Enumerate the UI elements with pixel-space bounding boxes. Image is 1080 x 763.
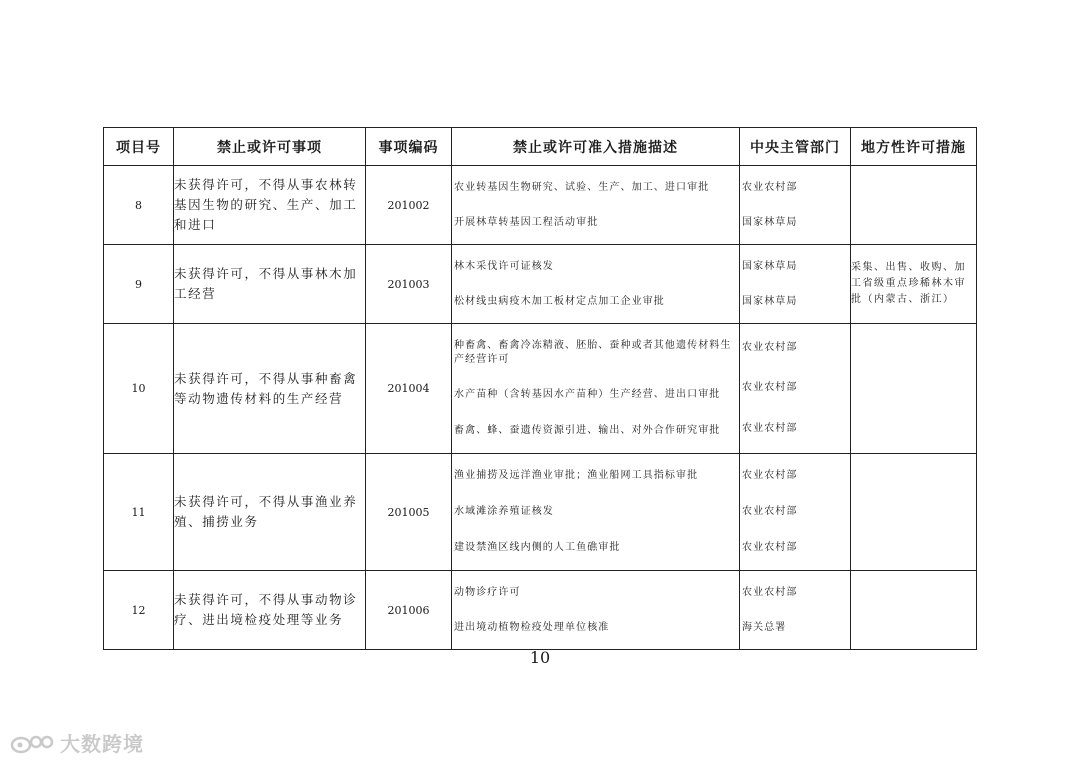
department-name: 农业农村部	[742, 506, 798, 517]
department-name: 国家林草局	[742, 295, 798, 307]
item-number-cell: 10	[104, 324, 174, 454]
measure-description-cell	[452, 324, 740, 454]
measure-description: 水产苗种（含转基因水产苗种）生产经营、进出口审批	[454, 389, 721, 401]
measure-description: 畜禽、蜂、蚕遗传资源引进、输出、对外合作研究审批	[454, 425, 721, 437]
matter-cell: 未获得许可，不得从事农林转基因生物的研究、生产、加工和进口	[174, 166, 366, 245]
table-row	[104, 454, 977, 571]
matter-cell: 未获得许可，不得从事动物诊疗、进出境检疫处理等业务	[174, 571, 366, 650]
code-cell: 201003	[366, 245, 452, 324]
central-department-cell	[740, 454, 851, 571]
header-item-number: 项目号	[104, 128, 174, 166]
local-measure-cell: 采集、出售、收购、加工省级重点珍稀林木审批（内蒙古、浙江）	[851, 245, 977, 324]
watermark	[10, 728, 144, 757]
measure-description: 松材线虫病疫木加工板材定点加工企业审批	[454, 295, 665, 307]
header-central-department: 中央主管部门	[740, 128, 851, 166]
item-number-cell: 9	[104, 245, 174, 324]
measure-description: 渔业捕捞及远洋渔业审批；渔业船网工具指标审批	[454, 470, 699, 481]
table-row	[104, 166, 977, 245]
code-cell: 201004	[366, 324, 452, 454]
department-name: 国家林草局	[742, 216, 798, 228]
measure-description-cell	[452, 166, 740, 245]
weibo-logo-icon	[10, 731, 54, 755]
measure-description: 种畜禽、畜禽冷冻精液、胚胎、蚕种或者其他遗传材料生产经营许可	[454, 339, 732, 365]
page-number: 10	[529, 648, 551, 667]
measure-description-cell	[452, 454, 740, 571]
local-measure-cell	[851, 166, 977, 245]
department-name: 农业农村部	[742, 470, 798, 481]
permit-table	[103, 127, 977, 650]
item-number-cell: 8	[104, 166, 174, 245]
header-code: 事项编码	[366, 128, 452, 166]
central-department-cell	[740, 166, 851, 245]
measure-description-cell	[452, 571, 740, 650]
code-cell: 201005	[366, 454, 452, 571]
local-measure-cell	[851, 454, 977, 571]
watermark-text: 大数跨境	[60, 732, 144, 756]
table-row	[104, 324, 977, 454]
matter-cell: 未获得许可，不得从事林木加工经营	[174, 245, 366, 324]
measure-description: 林木采伐许可证核发	[454, 260, 554, 272]
central-department-cell	[740, 245, 851, 324]
item-number-cell: 11	[104, 454, 174, 571]
header-matter: 禁止或许可事项	[174, 128, 366, 166]
department-name: 农业农村部	[742, 382, 798, 394]
item-number-cell: 12	[104, 571, 174, 650]
code-cell: 201006	[366, 571, 452, 650]
department-name: 农业农村部	[742, 342, 798, 354]
local-measure-cell	[851, 571, 977, 650]
measure-description: 动物诊疗许可	[454, 586, 521, 598]
central-department-cell	[740, 571, 851, 650]
table-row	[104, 245, 977, 324]
department-name: 海关总署	[742, 621, 787, 633]
department-name: 农业农村部	[742, 422, 798, 434]
table-row	[104, 571, 977, 650]
code-cell: 201002	[366, 166, 452, 245]
measure-description: 开展林草转基因工程活动审批	[454, 216, 599, 228]
measure-description: 农业转基因生物研究、试验、生产、加工、进口审批	[454, 181, 710, 193]
table-header-row	[104, 128, 977, 166]
department-name: 农业农村部	[742, 542, 798, 553]
department-name: 国家林草局	[742, 260, 798, 272]
matter-cell: 未获得许可，不得从事种畜禽等动物遗传材料的生产经营	[174, 324, 366, 454]
measure-description: 进出境动植物检疫处理单位核准	[454, 621, 610, 633]
header-measure-description: 禁止或许可准入措施描述	[452, 128, 740, 166]
measure-description: 水域滩涂养殖证核发	[454, 506, 554, 517]
department-name: 农业农村部	[742, 586, 798, 598]
measure-description: 建设禁渔区线内侧的人工鱼礁审批	[454, 542, 621, 553]
matter-cell: 未获得许可，不得从事渔业养殖、捕捞业务	[174, 454, 366, 571]
department-name: 农业农村部	[742, 181, 798, 193]
measure-description-cell	[452, 245, 740, 324]
central-department-cell	[740, 324, 851, 454]
local-measure-cell	[851, 324, 977, 454]
header-local-measures: 地方性许可措施	[851, 128, 977, 166]
